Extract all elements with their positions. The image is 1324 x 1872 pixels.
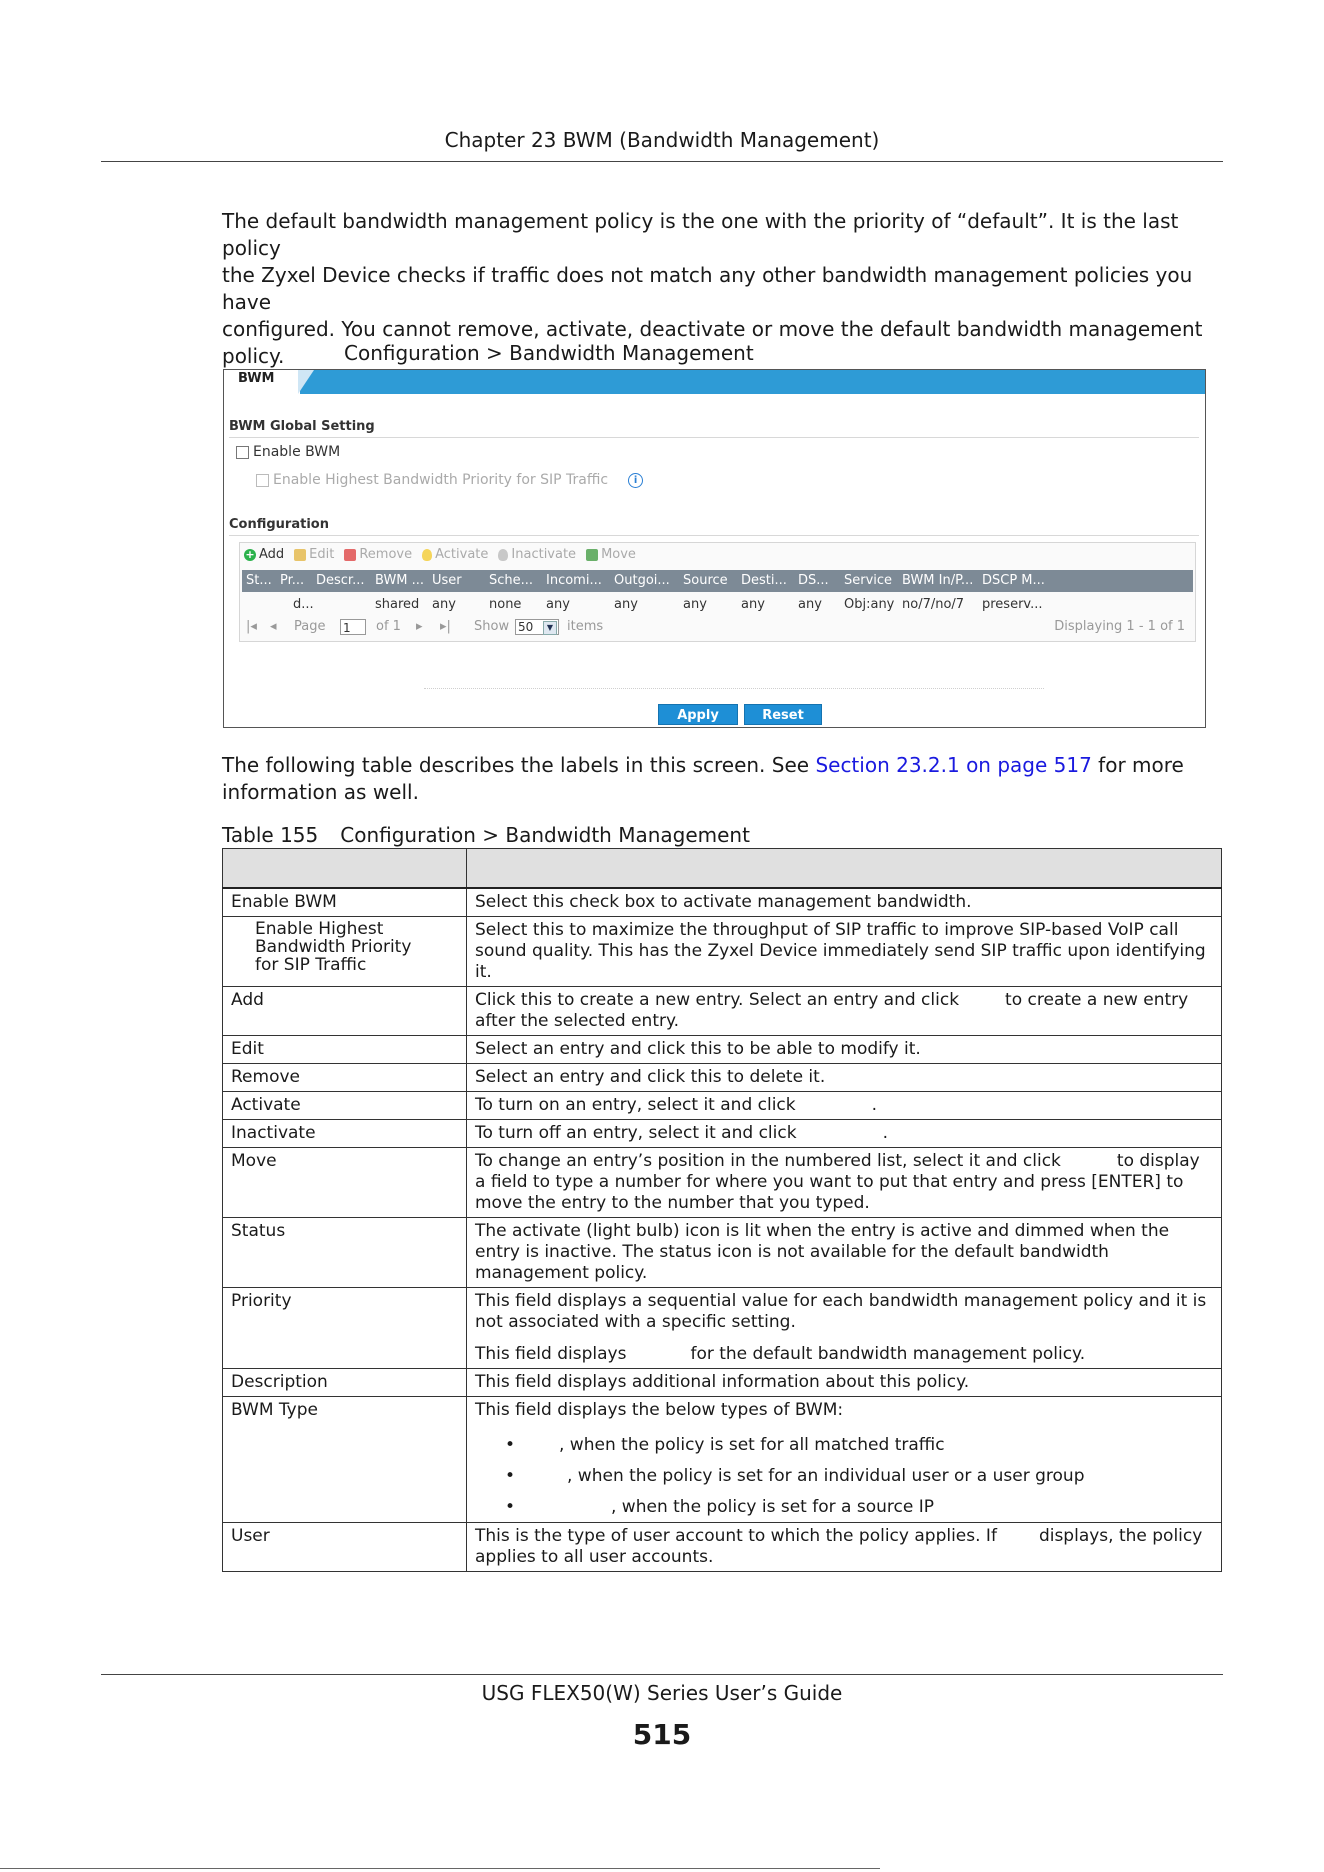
enable-bwm-row	[236, 444, 340, 460]
table-intro-paragraph: The following table describes the labels in this screen. See Section 23.2.1 on page 517 for more information as well.	[222, 753, 1184, 804]
table-row: Description This field displays additional information about this policy.	[223, 1369, 1222, 1397]
column-header[interactable]: DS...	[798, 573, 829, 588]
table-row: Priority This field displays a sequential value for each bandwidth management policy and it is not associated with a specific setting. This field displays for the default bandwidth management policy.	[223, 1288, 1222, 1369]
bwm-type-list	[475, 1435, 1214, 1519]
column-header[interactable]: Outgoi...	[614, 573, 670, 588]
bwm-type-cell: shared	[375, 597, 420, 612]
column-header[interactable]: BWM ...	[375, 573, 425, 588]
dscp-marking-cell: preserv...	[982, 597, 1043, 612]
column-header[interactable]: Service	[844, 573, 893, 588]
add-icon: +	[245, 547, 255, 561]
page-size-select[interactable]: 50 ▼	[515, 619, 559, 635]
button-divider	[424, 688, 1044, 689]
enable-sip-checkbox[interactable]	[256, 474, 269, 487]
list-item: • , when the policy is set for an individual user or a user group	[505, 1466, 1085, 1486]
bwm-screenshot	[223, 369, 1206, 728]
user-cell: any	[432, 597, 456, 612]
enable-bwm-checkbox[interactable]	[236, 446, 249, 459]
chapter-header: Chapter 23 BWM (Bandwidth Management)	[444, 128, 880, 152]
scan-edge-line	[0, 1868, 880, 1869]
lightbulb-off-icon	[498, 549, 508, 561]
schedule-cell: none	[489, 597, 522, 612]
enable-sip-row	[256, 472, 643, 488]
table-header-row	[223, 849, 1222, 889]
add-button[interactable]: + Add	[245, 547, 285, 562]
service-cell: Obj:any	[844, 597, 895, 612]
section-divider	[229, 535, 1199, 536]
list-item: • , when the policy is set for all matched traffic	[505, 1435, 945, 1455]
figure-caption: Configuration > Bandwidth Management	[344, 341, 754, 365]
table-row: Remove Select an entry and click this to delete it.	[223, 1064, 1222, 1092]
tab-notch	[298, 370, 314, 394]
table-row: Enable Highest Bandwidth Priority for SIP Traffic Select this to maximize the throughput of SIP traffic to improve SIP-based VoIP call sound quality. This has the Zyxel Device immediately send SIP traffic upon identifying it.	[223, 917, 1222, 987]
remove-icon	[344, 549, 356, 561]
page-label: Page	[294, 619, 326, 634]
inactivate-button[interactable]: Inactivate	[498, 547, 576, 562]
table-row: Status The activate (light bulb) icon is lit when the entry is active and dimmed when the entry is inactive. The status icon is not available for the default bandwidth management policy.	[223, 1218, 1222, 1288]
page-number: 515	[632, 1718, 692, 1751]
column-header[interactable]: Desti...	[741, 573, 787, 588]
dscp-cell: any	[798, 597, 822, 612]
priority-cell: d...	[293, 597, 314, 612]
apply-button[interactable]: Apply	[658, 704, 738, 725]
column-header[interactable]: DSCP M...	[982, 573, 1045, 588]
intro-line: The default bandwidth management policy is the one with the priority of “default”. It is the last policy	[222, 209, 1179, 260]
section-link[interactable]: Section 23.2.1 on page 517	[815, 753, 1092, 777]
column-header[interactable]: Source	[683, 573, 728, 588]
table-caption: Table 155 Configuration > Bandwidth Management	[222, 823, 750, 847]
enable-bwm-label: Enable BWM	[253, 444, 341, 460]
intro-line: configured. You cannot remove, activate, deactivate or move the default bandwidth management	[222, 317, 1203, 341]
outgoing-cell: any	[614, 597, 638, 612]
lightbulb-icon	[422, 549, 432, 561]
table-row[interactable]	[242, 594, 1193, 616]
intro-line: policy.	[222, 344, 285, 368]
page-input[interactable]: 1	[340, 619, 366, 635]
footer-rule	[101, 1674, 1223, 1675]
footer-guide-title: USG FLEX50(W) Series User’s Guide	[481, 1681, 843, 1705]
label-description-table	[222, 848, 1222, 1572]
page-count: of 1	[376, 619, 401, 634]
column-header[interactable]: BWM In/P...	[902, 573, 974, 588]
grid-toolbar	[244, 547, 636, 562]
tab-bar	[224, 370, 1205, 394]
displaying-count: Displaying 1 - 1 of 1	[1054, 619, 1185, 634]
destination-cell: any	[741, 597, 765, 612]
table-row: Add Click this to create a new entry. Select an entry and click to create a new entry after the selected entry.	[223, 987, 1222, 1036]
configuration-heading: Configuration	[229, 517, 329, 532]
section-divider	[229, 437, 1199, 438]
info-icon[interactable]: i	[628, 473, 643, 488]
table-row: Activate To turn on an entry, select it and click .	[223, 1092, 1222, 1120]
items-label: items	[567, 619, 604, 634]
column-header[interactable]: Descr...	[316, 573, 365, 588]
column-header[interactable]: User	[432, 573, 462, 588]
table-row: Move To change an entry’s position in the numbered list, select it and click to display a field to type a number for where you want to put that entry and press [ENTER] to move the entry to the number that you typed.	[223, 1148, 1222, 1218]
column-header[interactable]: Sche...	[489, 573, 534, 588]
last-page-icon[interactable]: ▸|	[440, 619, 451, 634]
table-row: Edit Select an entry and click this to be able to modify it.	[223, 1036, 1222, 1064]
edit-button[interactable]: Edit	[294, 547, 334, 562]
column-header[interactable]: Pr...	[280, 573, 305, 588]
prev-page-icon[interactable]: ◂	[270, 619, 277, 634]
intro-line: the Zyxel Device checks if traffic does not match any other bandwidth management policies you have	[222, 263, 1193, 314]
header-rule	[101, 161, 1223, 162]
reset-button[interactable]: Reset	[744, 704, 822, 725]
activate-button[interactable]: Activate	[422, 547, 488, 562]
chevron-down-icon: ▼	[543, 621, 557, 635]
bwm-in-cell: no/7/no/7	[902, 597, 965, 612]
global-setting-heading: BWM Global Setting	[229, 419, 375, 434]
edit-icon	[294, 549, 306, 561]
column-header[interactable]: Incomi...	[546, 573, 602, 588]
tab-bwm[interactable]: BWM	[224, 370, 300, 394]
table-row: Enable BWM Select this check box to activate management bandwidth.	[223, 888, 1222, 917]
table-row: BWM Type This field displays the below types of BWM: • , when the policy is set for all matched traffic • , when the policy is set for an individual user or a user group • , when the policy is set for a source IP	[223, 1397, 1222, 1523]
list-item: • , when the policy is set for a source IP	[505, 1497, 934, 1517]
policy-grid	[239, 542, 1196, 642]
incoming-cell: any	[546, 597, 570, 612]
first-page-icon[interactable]: |◂	[246, 619, 257, 634]
source-cell: any	[683, 597, 707, 612]
table-row: User This is the type of user account to which the policy applies. If displays, the policy applies to all user accounts.	[223, 1523, 1222, 1572]
column-header[interactable]: St...	[246, 573, 272, 588]
show-label: Show	[474, 619, 510, 634]
move-button[interactable]: Move	[586, 547, 636, 562]
grid-header-row	[242, 570, 1193, 592]
next-page-icon[interactable]: ▸	[416, 619, 423, 634]
remove-button[interactable]: Remove	[344, 547, 412, 562]
enable-sip-label: Enable Highest Bandwidth Priority for SIP Traffic	[273, 472, 609, 488]
move-icon	[586, 549, 598, 561]
pager	[244, 619, 1189, 639]
table-row: Inactivate To turn off an entry, select it and click .	[223, 1120, 1222, 1148]
